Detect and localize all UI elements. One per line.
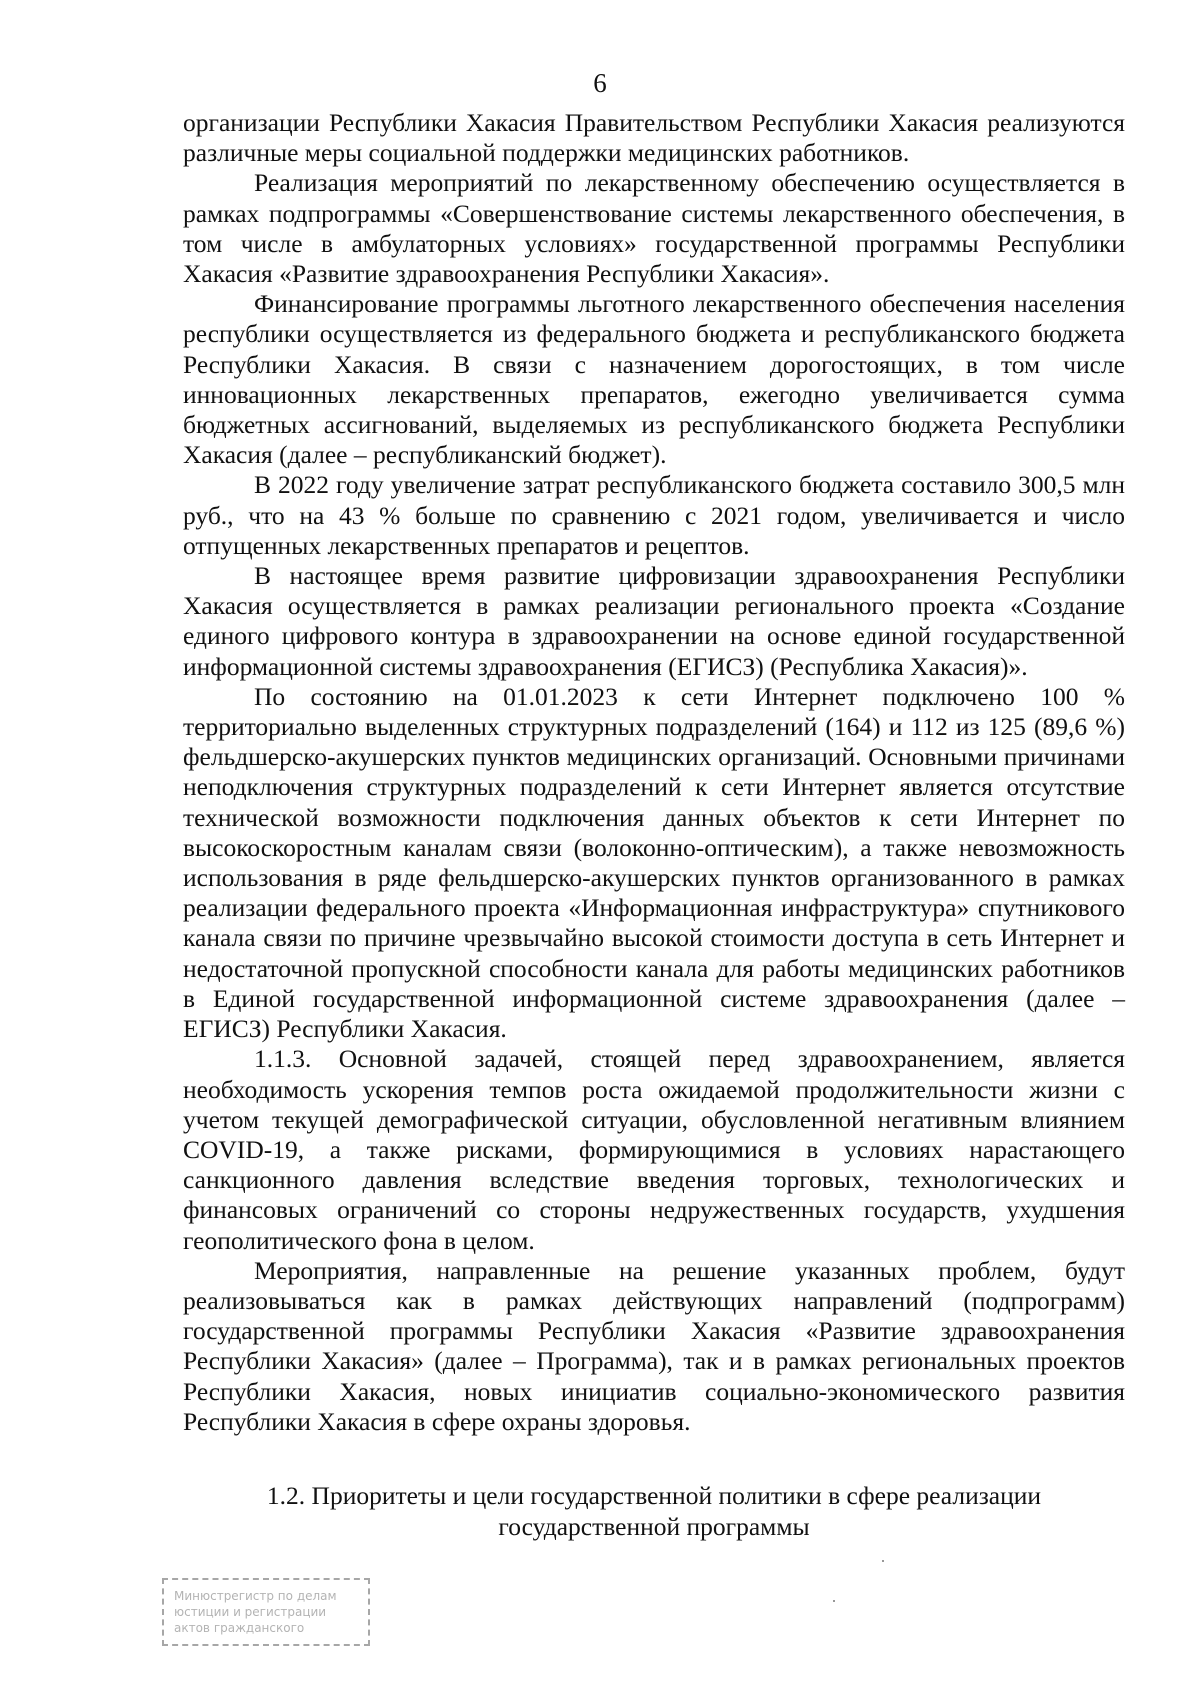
- section-heading-line-1: 1.2. Приоритеты и цели государственной политики в сфере реализации: [266, 1481, 1042, 1510]
- section-heading-line-2: государственной программы: [498, 1512, 810, 1541]
- paragraph-drug-provision: Реализация мероприятий по лекарственному обеспечению осуществляется в рамках подпрограммы «Совершенствование системы лекарственного обеспечения, в том числе в амбулаторных условиях» государственной программы Республики Хакасия «Развитие здравоохранения Республики Хакасия».: [183, 168, 1125, 289]
- scan-speck: [882, 1560, 884, 1562]
- paragraph-measures: Мероприятия, направленные на решение указанных проблем, будут реализовываться как в рамках действующих направлений (подпрограмм) государственной программы Республики Хакасия «Развитие здравоохранения Республики Хакасия» (далее – Программа), так и в рамках региональных проектов Республики Хакасия, новых инициатив социально-экономического развития Республики Хакасия в сфере охраны здоровья.: [183, 1255, 1125, 1436]
- paragraph-budget-2022: В 2022 году увеличение затрат республиканского бюджета составило 300,5 млн руб., что на 43 % больше по сравнению с 2021 годом, увеличивается и число отпущенных лекарственных препаратов и рецептов.: [183, 470, 1125, 560]
- paragraph-main-task: 1.1.3. Основной задачей, стоящей перед здравоохранением, является необходимость ускорения темпов роста ожидаемой продолжительности жизни с учетом текущей демографической ситуации, обусловленной негативным влиянием COVID-19, а также рисками, формирующимися в условиях нарастающего санкционного давления вследствие введения торговых, технологических и финансовых ограничений со стороны недружественных государств, ухудшения геополитического фона в целом.: [183, 1044, 1125, 1255]
- paragraph-financing: Финансирование программы льготного лекарственного обеспечения населения республики осуществляется из федерального бюджета и республиканского бюджета Республики Хакасия. В связи с назначением дорогостоящих, в том числе инновационных лекарственных препаратов, ежегодно увеличивается сумма бюджетных ассигнований, выделяемых из республиканского бюджета Республики Хакасия (далее – республиканский бюджет).: [183, 289, 1125, 470]
- page-number: 6: [593, 68, 607, 98]
- scan-speck: [833, 1600, 835, 1602]
- stamp-line-2: юстиции и регистрации: [174, 1605, 327, 1619]
- registration-stamp: [162, 1578, 370, 1646]
- stamp-line-1: Минюстрегистр по делам: [174, 1589, 337, 1603]
- paragraph-digitalization: В настоящее время развитие цифровизации здравоохранения Республики Хакасия осуществляется в рамках реализации регионального проекта «Создание единого цифрового контура в здравоохранении на основе единой государственной информационной системы здравоохранения (ЕГИСЗ) (Республика Хакасия)».: [183, 561, 1125, 681]
- paragraph-continuation: организации Республики Хакасия Правительством Республики Хакасия реализуются различные меры социальной поддержки медицинских работников.: [183, 108, 1125, 168]
- section-heading: [183, 1480, 1125, 1542]
- document-body: [183, 108, 1125, 1437]
- stamp-line-3: актов гражданского: [174, 1621, 305, 1635]
- paragraph-internet-connection: По состоянию на 01.01.2023 к сети Интернет подключено 100 % территориально выделенных структурных подразделений (164) и 112 из 125 (89,6 %) фельдшерско-акушерских пунктов медицинских организаций. Основными причинами неподключения структурных подразделений к сети Интернет является отсутствие технической возможности подключения данных объектов к сети Интернет по высокоскоростным каналам связи (волоконно-оптическим), а также невозможность использования в ряде фельдшерско-акушерских пунктов организованного в рамках реализации федерального проекта «Информационная инфраструктура» спутникового канала связи по причине чрезвычайно высокой стоимости доступа в сеть Интернет и недостаточной пропускной способности канала для работы медицинских работников в Единой государственной информационной системе здравоохранения (далее – ЕГИСЗ) Республики Хакасия.: [183, 681, 1125, 1044]
